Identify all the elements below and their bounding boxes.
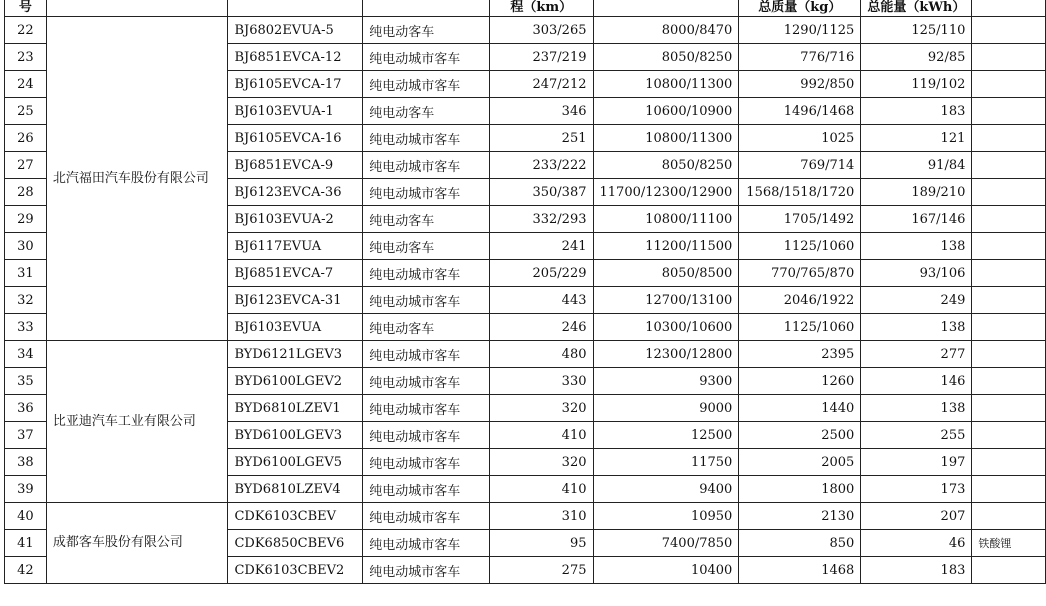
type-cell: 纯电动城市客车: [363, 260, 490, 287]
mass-cell: 10600/10900: [593, 98, 739, 125]
remark-cell: [972, 557, 1046, 584]
model-cell: BYD6810LZEV1: [228, 395, 363, 422]
row-number: 32: [5, 287, 47, 314]
model-cell: BJ6802EVUA-5: [228, 17, 363, 44]
row-number: 39: [5, 476, 47, 503]
table-header: [5, 0, 1046, 17]
type-cell: 纯电动城市客车: [363, 287, 490, 314]
remark-cell: [972, 206, 1046, 233]
model-cell: BJ6123EVCA-31: [228, 287, 363, 314]
range-cell: 330: [489, 368, 593, 395]
row-number: 40: [5, 503, 47, 530]
type-cell: 纯电动客车: [363, 17, 490, 44]
battery-mass-cell: 1025: [739, 125, 861, 152]
mass-cell: 12700/13100: [593, 287, 739, 314]
range-cell: 346: [489, 98, 593, 125]
model-cell: BYD6121LGEV3: [228, 341, 363, 368]
energy-cell: 167/146: [861, 206, 972, 233]
type-cell: 纯电动城市客车: [363, 422, 490, 449]
type-cell: 纯电动城市客车: [363, 341, 490, 368]
battery-mass-cell: 2005: [739, 449, 861, 476]
row-number: 33: [5, 314, 47, 341]
type-cell: 纯电动城市客车: [363, 557, 490, 584]
row-number: 34: [5, 341, 47, 368]
range-cell: 410: [489, 476, 593, 503]
range-cell: 410: [489, 422, 593, 449]
remark-cell: [972, 71, 1046, 98]
remark-cell: [972, 503, 1046, 530]
battery-mass-cell: 1260: [739, 368, 861, 395]
type-cell: 纯电动城市客车: [363, 179, 490, 206]
range-cell: 480: [489, 341, 593, 368]
energy-cell: 146: [861, 368, 972, 395]
range-cell: 247/212: [489, 71, 593, 98]
battery-mass-cell: 770/765/870: [739, 260, 861, 287]
company-cell: 北汽福田汽车股份有限公司: [46, 17, 228, 341]
range-cell: 443: [489, 287, 593, 314]
mass-cell: 9000: [593, 395, 739, 422]
mass-cell: 10800/11300: [593, 125, 739, 152]
row-number: 29: [5, 206, 47, 233]
battery-mass-cell: 776/716: [739, 44, 861, 71]
header-company: [46, 0, 228, 17]
type-cell: 纯电动城市客车: [363, 395, 490, 422]
remark-cell: [972, 125, 1046, 152]
mass-cell: 10800/11300: [593, 71, 739, 98]
range-cell: 320: [489, 449, 593, 476]
energy-cell: 183: [861, 557, 972, 584]
model-cell: BJ6105EVCA-16: [228, 125, 363, 152]
mass-cell: 12500: [593, 422, 739, 449]
table-row: [5, 17, 1046, 44]
mass-cell: 11200/11500: [593, 233, 739, 260]
header-range: 程（km）: [489, 0, 593, 17]
vehicle-catalog-table: [4, 0, 1046, 584]
type-cell: 纯电动城市客车: [363, 368, 490, 395]
row-number: 24: [5, 71, 47, 98]
row-number: 38: [5, 449, 47, 476]
table-row: [5, 341, 1046, 368]
header-model: [228, 0, 363, 17]
energy-cell: 121: [861, 125, 972, 152]
battery-mass-cell: 1468: [739, 557, 861, 584]
battery-mass-cell: 992/850: [739, 71, 861, 98]
battery-mass-cell: 1705/1492: [739, 206, 861, 233]
mass-cell: 9400: [593, 476, 739, 503]
company-cell: 成都客车股份有限公司: [46, 503, 228, 584]
remark-cell: [972, 476, 1046, 503]
mass-cell: 11750: [593, 449, 739, 476]
model-cell: BYD6810LZEV4: [228, 476, 363, 503]
energy-cell: 173: [861, 476, 972, 503]
remark-cell: [972, 449, 1046, 476]
energy-cell: 119/102: [861, 71, 972, 98]
energy-cell: 138: [861, 314, 972, 341]
header-no: 号: [5, 0, 47, 17]
remark-cell: 铁酸锂: [972, 530, 1046, 557]
model-cell: BYD6100LGEV2: [228, 368, 363, 395]
mass-cell: 10300/10600: [593, 314, 739, 341]
row-number: 37: [5, 422, 47, 449]
row-number: 31: [5, 260, 47, 287]
mass-cell: 9300: [593, 368, 739, 395]
battery-mass-cell: 1800: [739, 476, 861, 503]
mass-cell: 8050/8250: [593, 152, 739, 179]
battery-mass-cell: 2395: [739, 341, 861, 368]
mass-cell: 8050/8250: [593, 44, 739, 71]
battery-mass-cell: 1568/1518/1720: [739, 179, 861, 206]
range-cell: 303/265: [489, 17, 593, 44]
row-number: 36: [5, 395, 47, 422]
range-cell: 241: [489, 233, 593, 260]
row-number: 41: [5, 530, 47, 557]
row-number: 26: [5, 125, 47, 152]
energy-cell: 277: [861, 341, 972, 368]
row-number: 30: [5, 233, 47, 260]
battery-mass-cell: 1290/1125: [739, 17, 861, 44]
type-cell: 纯电动客车: [363, 98, 490, 125]
range-cell: 310: [489, 503, 593, 530]
company-cell: 比亚迪汽车工业有限公司: [46, 341, 228, 503]
mass-cell: 8000/8470: [593, 17, 739, 44]
range-cell: 233/222: [489, 152, 593, 179]
energy-cell: 46: [861, 530, 972, 557]
type-cell: 纯电动城市客车: [363, 125, 490, 152]
battery-mass-cell: 1440: [739, 395, 861, 422]
energy-cell: 207: [861, 503, 972, 530]
range-cell: 275: [489, 557, 593, 584]
mass-cell: 7400/7850: [593, 530, 739, 557]
mass-cell: 12300/12800: [593, 341, 739, 368]
header-energy: 总能量（kWh）: [861, 0, 972, 17]
remark-cell: [972, 422, 1046, 449]
range-cell: 251: [489, 125, 593, 152]
range-cell: 350/387: [489, 179, 593, 206]
remark-cell: [972, 98, 1046, 125]
battery-mass-cell: 850: [739, 530, 861, 557]
remark-cell: [972, 179, 1046, 206]
remark-cell: [972, 287, 1046, 314]
range-cell: 95: [489, 530, 593, 557]
type-cell: 纯电动客车: [363, 233, 490, 260]
row-number: 42: [5, 557, 47, 584]
model-cell: BJ6851EVCA-9: [228, 152, 363, 179]
energy-cell: 92/85: [861, 44, 972, 71]
type-cell: 纯电动城市客车: [363, 530, 490, 557]
type-cell: 纯电动客车: [363, 206, 490, 233]
mass-cell: 8050/8500: [593, 260, 739, 287]
range-cell: 320: [489, 395, 593, 422]
type-cell: 纯电动城市客车: [363, 44, 490, 71]
battery-mass-cell: 769/714: [739, 152, 861, 179]
model-cell: CDK6103CBEV: [228, 503, 363, 530]
energy-cell: 183: [861, 98, 972, 125]
remark-cell: [972, 260, 1046, 287]
remark-cell: [972, 233, 1046, 260]
battery-mass-cell: 1125/1060: [739, 233, 861, 260]
energy-cell: 249: [861, 287, 972, 314]
model-cell: BJ6103EVUA-2: [228, 206, 363, 233]
energy-cell: 125/110: [861, 17, 972, 44]
range-cell: 246: [489, 314, 593, 341]
header-remark: [972, 0, 1046, 17]
remark-cell: [972, 314, 1046, 341]
mass-cell: 10400: [593, 557, 739, 584]
row-number: 27: [5, 152, 47, 179]
model-cell: BYD6100LGEV3: [228, 422, 363, 449]
header-row: [5, 0, 1046, 17]
type-cell: 纯电动客车: [363, 314, 490, 341]
remark-cell: [972, 395, 1046, 422]
battery-mass-cell: 1125/1060: [739, 314, 861, 341]
model-cell: BYD6100LGEV5: [228, 449, 363, 476]
type-cell: 纯电动城市客车: [363, 71, 490, 98]
remark-cell: [972, 44, 1046, 71]
battery-mass-cell: 2046/1922: [739, 287, 861, 314]
row-number: 22: [5, 17, 47, 44]
header-mass: [593, 0, 739, 17]
energy-cell: 138: [861, 395, 972, 422]
type-cell: 纯电动城市客车: [363, 449, 490, 476]
energy-cell: 197: [861, 449, 972, 476]
energy-cell: 138: [861, 233, 972, 260]
header-type: [363, 0, 490, 17]
remark-cell: [972, 17, 1046, 44]
row-number: 23: [5, 44, 47, 71]
model-cell: CDK6103CBEV2: [228, 557, 363, 584]
model-cell: BJ6103EVUA: [228, 314, 363, 341]
mass-cell: 10800/11100: [593, 206, 739, 233]
row-number: 35: [5, 368, 47, 395]
range-cell: 332/293: [489, 206, 593, 233]
row-number: 28: [5, 179, 47, 206]
model-cell: BJ6851EVCA-12: [228, 44, 363, 71]
header-battery-mass: 总质量（kg）: [739, 0, 861, 17]
row-number: 25: [5, 98, 47, 125]
type-cell: 纯电动城市客车: [363, 503, 490, 530]
energy-cell: 189/210: [861, 179, 972, 206]
remark-cell: [972, 368, 1046, 395]
range-cell: 205/229: [489, 260, 593, 287]
battery-mass-cell: 2500: [739, 422, 861, 449]
table-body: [5, 17, 1046, 584]
energy-cell: 255: [861, 422, 972, 449]
battery-mass-cell: 2130: [739, 503, 861, 530]
mass-cell: 10950: [593, 503, 739, 530]
type-cell: 纯电动城市客车: [363, 152, 490, 179]
model-cell: BJ6117EVUA: [228, 233, 363, 260]
energy-cell: 91/84: [861, 152, 972, 179]
mass-cell: 11700/12300/12900: [593, 179, 739, 206]
type-cell: 纯电动城市客车: [363, 476, 490, 503]
remark-cell: [972, 341, 1046, 368]
model-cell: BJ6851EVCA-7: [228, 260, 363, 287]
remark-cell: [972, 152, 1046, 179]
model-cell: BJ6105EVCA-17: [228, 71, 363, 98]
range-cell: 237/219: [489, 44, 593, 71]
energy-cell: 93/106: [861, 260, 972, 287]
model-cell: CDK6850CBEV6: [228, 530, 363, 557]
model-cell: BJ6123EVCA-36: [228, 179, 363, 206]
battery-mass-cell: 1496/1468: [739, 98, 861, 125]
table-row: [5, 503, 1046, 530]
model-cell: BJ6103EVUA-1: [228, 98, 363, 125]
